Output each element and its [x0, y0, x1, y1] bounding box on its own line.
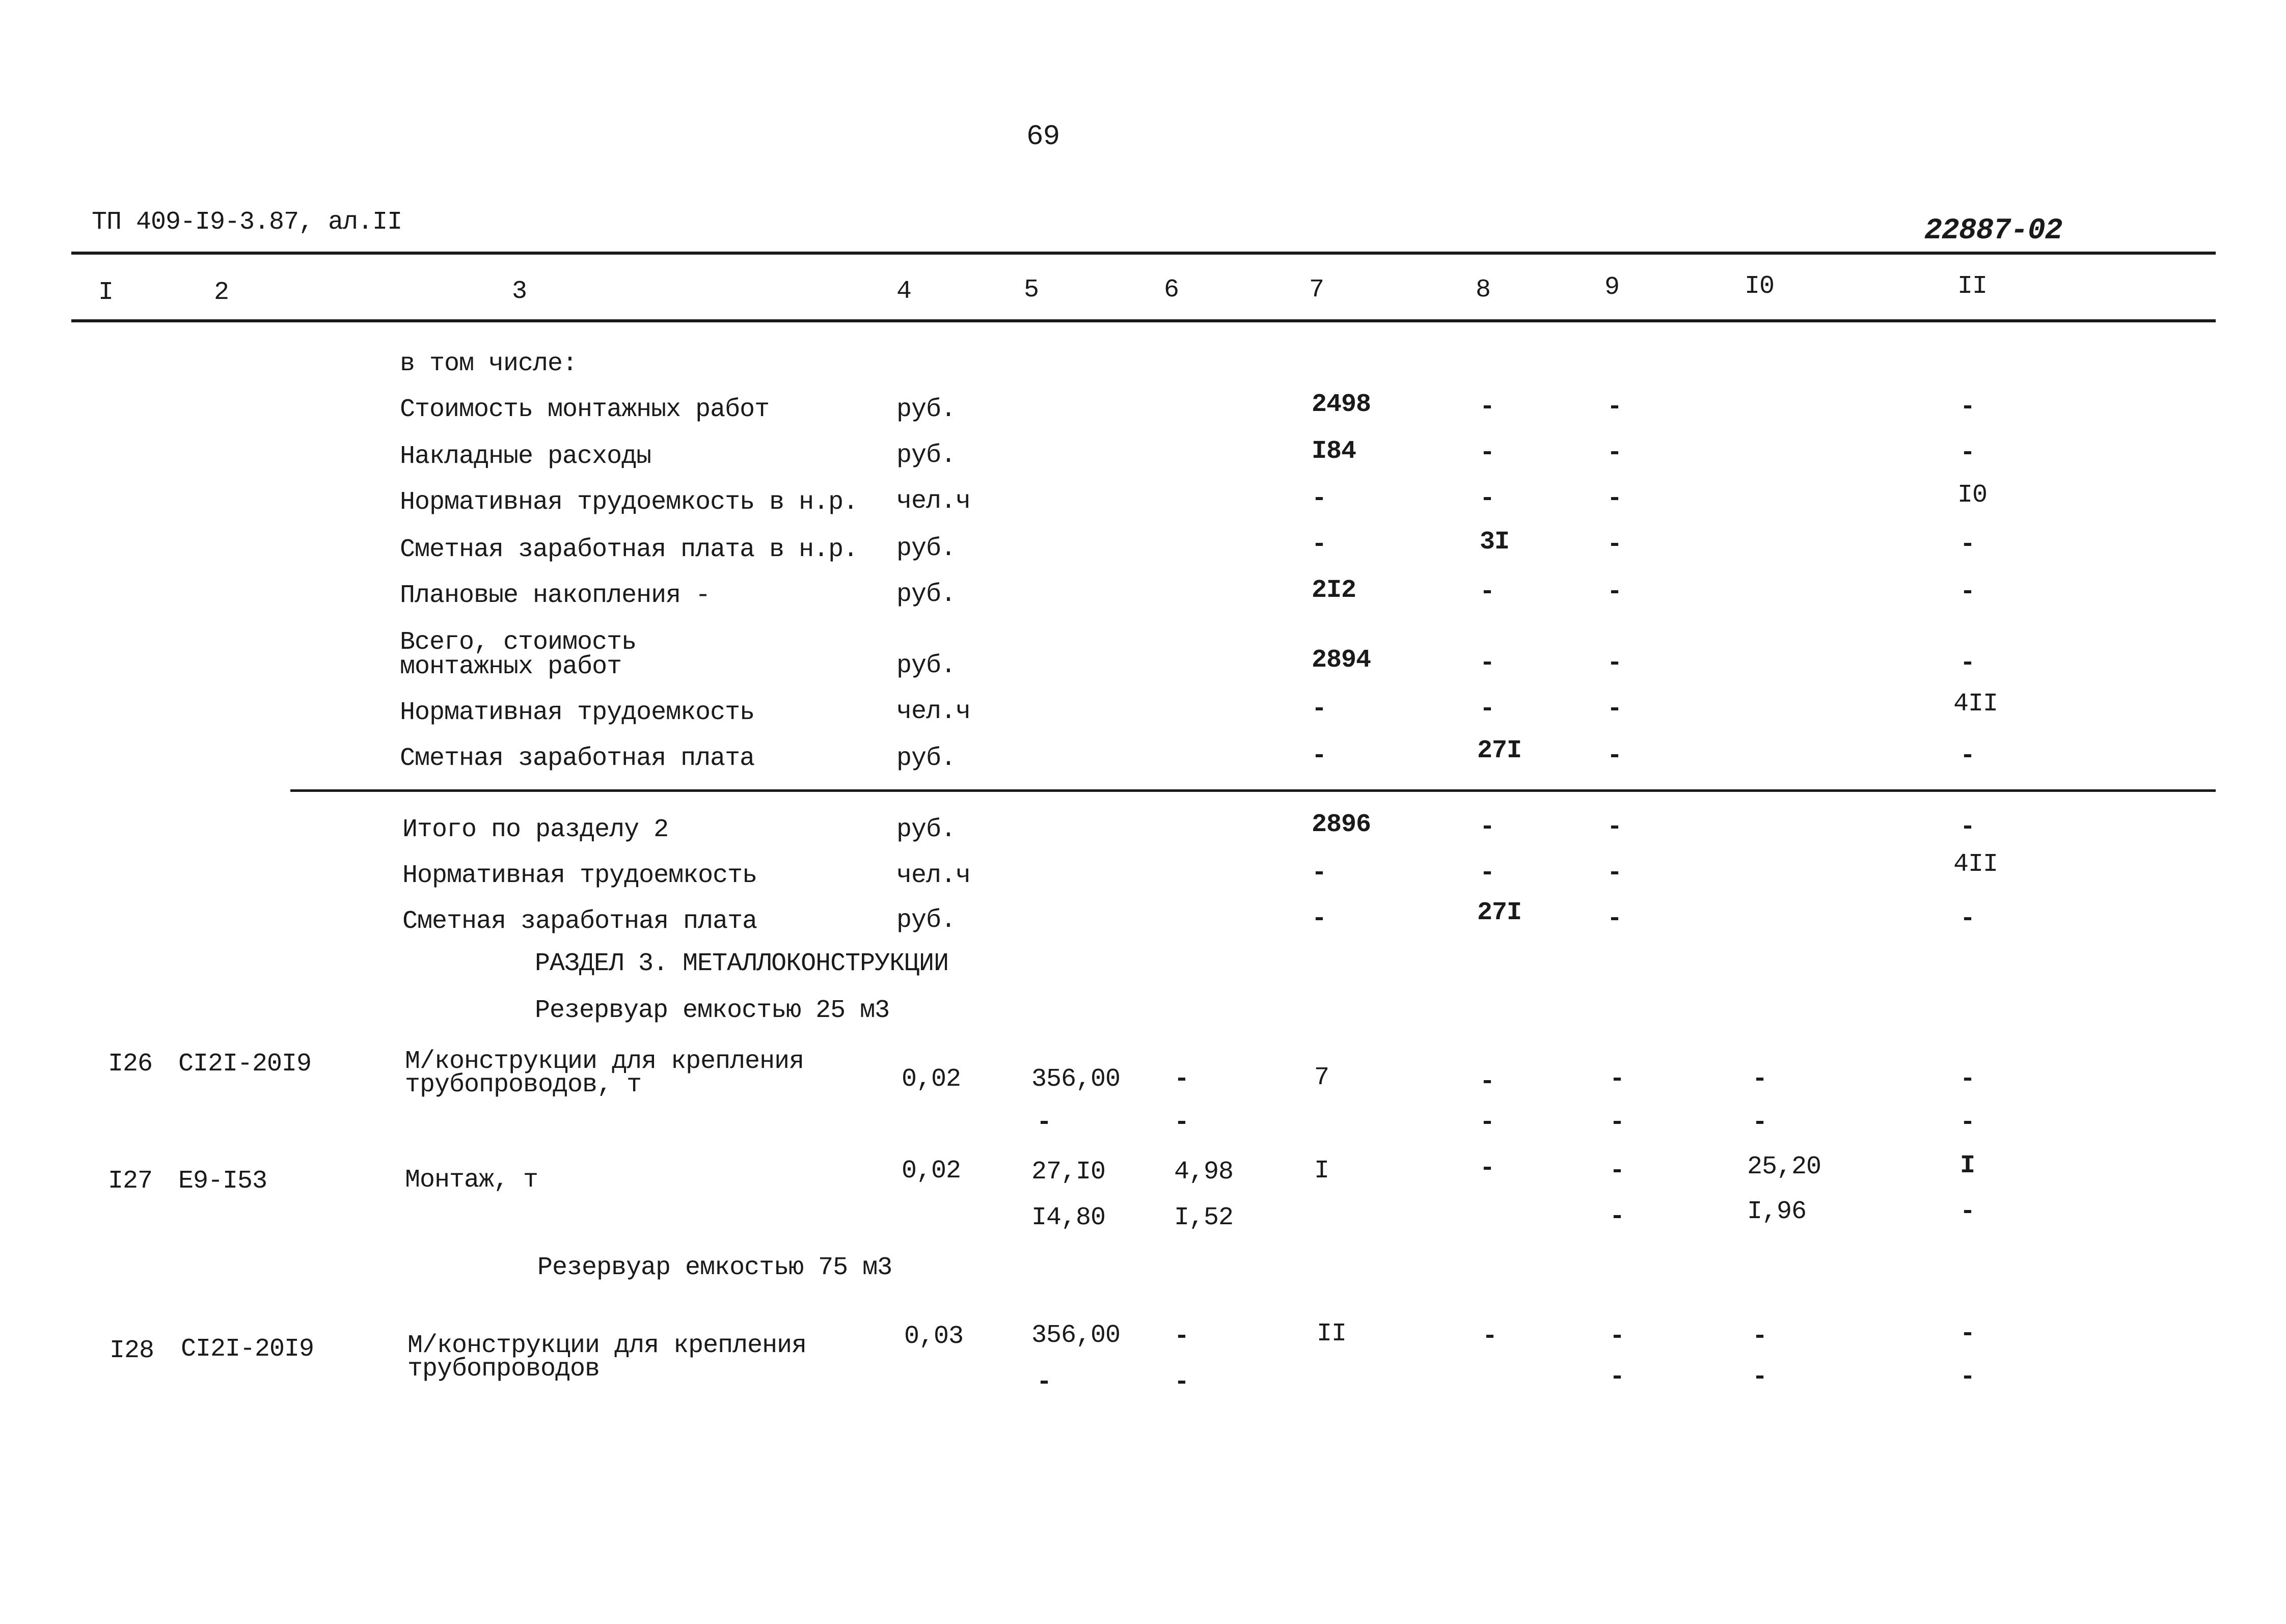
col-header-1: I: [98, 278, 114, 307]
total-label-wages: Сметная заработная плата: [402, 907, 757, 936]
cell-col5a: 27,I0: [1031, 1158, 1106, 1187]
cell-col10a: -: [1752, 1322, 1767, 1351]
subsection-title: Резервуар емкостью 25 м3: [535, 996, 890, 1025]
cell-col11: -: [1960, 904, 1975, 933]
row-label-labor-intensity-overhead: Нормативная трудоемкость в н.р.: [400, 488, 858, 517]
row-unit: чел.ч: [896, 697, 971, 726]
cell-col8: -: [1480, 1154, 1495, 1183]
cell-col11: -: [1960, 741, 1975, 770]
col-header-2: 2: [214, 278, 229, 307]
cell-col7: II: [1317, 1319, 1347, 1348]
cell-col8b: -: [1480, 1108, 1495, 1137]
cell-col9: -: [1607, 393, 1622, 422]
cell-col11: -: [1960, 438, 1975, 467]
cell-col11: 4II: [1953, 850, 1998, 879]
cell-col9: -: [1607, 741, 1622, 770]
cell-col9: -: [1607, 530, 1622, 559]
cell-col9b: -: [1610, 1108, 1625, 1137]
cell-col6a: -: [1174, 1065, 1189, 1094]
item-description-line2: трубопроводов: [407, 1355, 600, 1384]
item-description: [405, 1047, 804, 1099]
col-header-4: 4: [896, 277, 912, 306]
col-header-11: II: [1957, 272, 1988, 301]
item-number: I28: [110, 1336, 154, 1365]
cell-col8: -: [1480, 577, 1495, 607]
col-header-10: I0: [1745, 272, 1775, 301]
cell-col9b: -: [1610, 1202, 1625, 1231]
page-number: 69: [1026, 120, 1060, 153]
cell-col7: 2894: [1312, 646, 1371, 675]
row-label-total-cost: [400, 630, 636, 679]
cell-col7: -: [1312, 859, 1327, 888]
including-label: в том числе:: [400, 349, 578, 378]
cell-col9a: -: [1610, 1322, 1625, 1351]
cell-col7: I84: [1312, 437, 1356, 466]
cell-col9a: -: [1610, 1065, 1625, 1094]
cell-col9: -: [1607, 484, 1622, 513]
cell-col8: -: [1482, 1322, 1498, 1351]
item-number: I27: [108, 1167, 153, 1196]
cell-col9: -: [1607, 695, 1622, 724]
cell-col5b: -: [1037, 1368, 1052, 1397]
row-unit: чел.ч: [896, 861, 971, 890]
cell-col6b: -: [1174, 1108, 1189, 1137]
item-description-line2: трубопроводов, т: [405, 1070, 642, 1099]
cell-col6a: -: [1174, 1322, 1189, 1351]
cell-col8: -: [1480, 813, 1495, 842]
cell-col5b: -: [1037, 1108, 1052, 1137]
row-unit: чел.ч: [896, 487, 971, 516]
row-unit: руб.: [896, 744, 956, 773]
col-header-3: 3: [512, 277, 527, 306]
cell-col7: 7: [1314, 1063, 1329, 1092]
cell-col8: -: [1480, 859, 1495, 888]
cell-col9: -: [1607, 859, 1622, 888]
cell-col11: 4II: [1953, 690, 1998, 719]
item-description-line1: М/конструкции для крепления: [407, 1331, 807, 1360]
row-label-line1: Всего, стоимость: [400, 628, 637, 657]
item-quantity: 0,02: [902, 1157, 961, 1186]
row-unit: руб.: [896, 580, 956, 609]
col-header-8: 8: [1476, 276, 1491, 305]
cell-col6b: I,52: [1174, 1203, 1234, 1232]
item-code: CI2I-20I9: [181, 1335, 314, 1364]
cell-col9b: -: [1610, 1363, 1625, 1392]
cell-col9a: -: [1610, 1157, 1625, 1186]
cell-col7: 2I2: [1312, 576, 1356, 605]
cell-col10b: -: [1752, 1108, 1767, 1137]
row-label-installation-cost: Стоимость монтажных работ: [400, 395, 770, 424]
item-number: I26: [108, 1050, 153, 1079]
cell-col8: -: [1480, 438, 1495, 467]
cell-col5b: I4,80: [1031, 1203, 1106, 1232]
cell-col8: 27I: [1477, 736, 1522, 765]
cell-col11: -: [1960, 393, 1975, 422]
row-label-wages: Сметная заработная плата: [400, 744, 755, 773]
cell-col7: I: [1314, 1157, 1329, 1186]
cell-col11: -: [1960, 649, 1975, 678]
row-unit: руб.: [896, 441, 956, 470]
cell-col9: -: [1607, 649, 1622, 678]
cell-col10a: -: [1752, 1065, 1767, 1094]
header-top-rule: [71, 252, 2216, 255]
cell-col9: -: [1607, 904, 1622, 933]
cell-col11a: -: [1960, 1319, 1975, 1348]
section-title: РАЗДЕЛ 3. МЕТАЛЛОКОНСТРУКЦИИ: [535, 949, 949, 978]
cell-col9: -: [1607, 577, 1622, 607]
cell-col10a: 25,20: [1747, 1152, 1821, 1181]
col-header-9: 9: [1604, 273, 1620, 302]
cell-col11b: -: [1960, 1197, 1975, 1226]
total-label-section2: Итого по разделу 2: [402, 815, 669, 844]
row-label-labor-intensity: Нормативная трудоемкость: [400, 698, 755, 727]
document-reference: ТП 409-I9-3.87, ал.II: [92, 208, 402, 237]
cell-col10b: I,96: [1747, 1197, 1807, 1226]
item-quantity: 0,02: [902, 1065, 961, 1094]
cell-col8: 27I: [1477, 898, 1522, 927]
row-unit: руб.: [896, 906, 956, 935]
cell-col8: -: [1480, 649, 1495, 678]
subsection-title: Резервуар емкостью 75 м3: [537, 1253, 892, 1282]
row-label-planned-savings: Плановые накопления -: [400, 581, 711, 610]
cell-col7: -: [1312, 530, 1327, 559]
row-label-line2: монтажных работ: [400, 652, 622, 681]
cell-col11: I0: [1957, 481, 1988, 510]
row-unit: руб.: [896, 395, 956, 424]
cell-col8a: -: [1480, 1067, 1495, 1096]
cell-col9: -: [1607, 438, 1622, 467]
header-bottom-rule: [71, 319, 2216, 322]
cell-col11: -: [1960, 813, 1975, 842]
cell-col8: -: [1480, 484, 1495, 513]
item-description: [407, 1331, 807, 1384]
col-header-6: 6: [1164, 276, 1179, 305]
item-code: CI2I-20I9: [178, 1050, 312, 1079]
cell-col11a: -: [1960, 1065, 1975, 1094]
cell-col7: -: [1312, 741, 1327, 770]
row-unit: руб.: [896, 815, 956, 844]
cell-col7: -: [1312, 695, 1327, 724]
cell-col11b: -: [1960, 1108, 1975, 1137]
cell-col11a: I: [1960, 1151, 1975, 1180]
cell-col11: -: [1960, 530, 1975, 559]
row-unit: руб.: [896, 651, 956, 680]
cell-col6a: 4,98: [1174, 1158, 1234, 1187]
row-unit: руб.: [896, 534, 956, 563]
item-description-line1: М/конструкции для крепления: [405, 1047, 804, 1076]
col-header-5: 5: [1024, 276, 1039, 305]
cell-col11b: -: [1960, 1363, 1975, 1392]
cell-col8: -: [1480, 695, 1495, 724]
item-description: Монтаж, т: [405, 1166, 538, 1195]
archive-stamp: 22887-02: [1924, 214, 2062, 247]
cell-col9: -: [1607, 813, 1622, 842]
cell-col10b: -: [1752, 1363, 1767, 1392]
cell-col6b: -: [1174, 1368, 1189, 1397]
cell-col7: -: [1312, 904, 1327, 933]
item-quantity: 0,03: [904, 1322, 964, 1351]
cell-col7: 2498: [1312, 390, 1371, 419]
row-label-wages-overhead: Сметная заработная плата в н.р.: [400, 535, 858, 564]
cell-col7: -: [1312, 484, 1327, 513]
cell-col5a: 356,00: [1031, 1065, 1121, 1094]
cell-col5a: 356,00: [1031, 1321, 1121, 1350]
cell-col8: -: [1480, 393, 1495, 422]
cell-col7: 2896: [1312, 810, 1371, 839]
cell-col11: -: [1960, 577, 1975, 607]
cell-col8: 3I: [1480, 528, 1510, 557]
section-total-rule: [290, 789, 2216, 792]
total-label-labor: Нормативная трудоемкость: [402, 861, 757, 890]
col-header-7: 7: [1309, 276, 1324, 305]
row-label-overhead: Накладные расходы: [400, 442, 651, 471]
item-code: E9-I53: [178, 1167, 267, 1196]
